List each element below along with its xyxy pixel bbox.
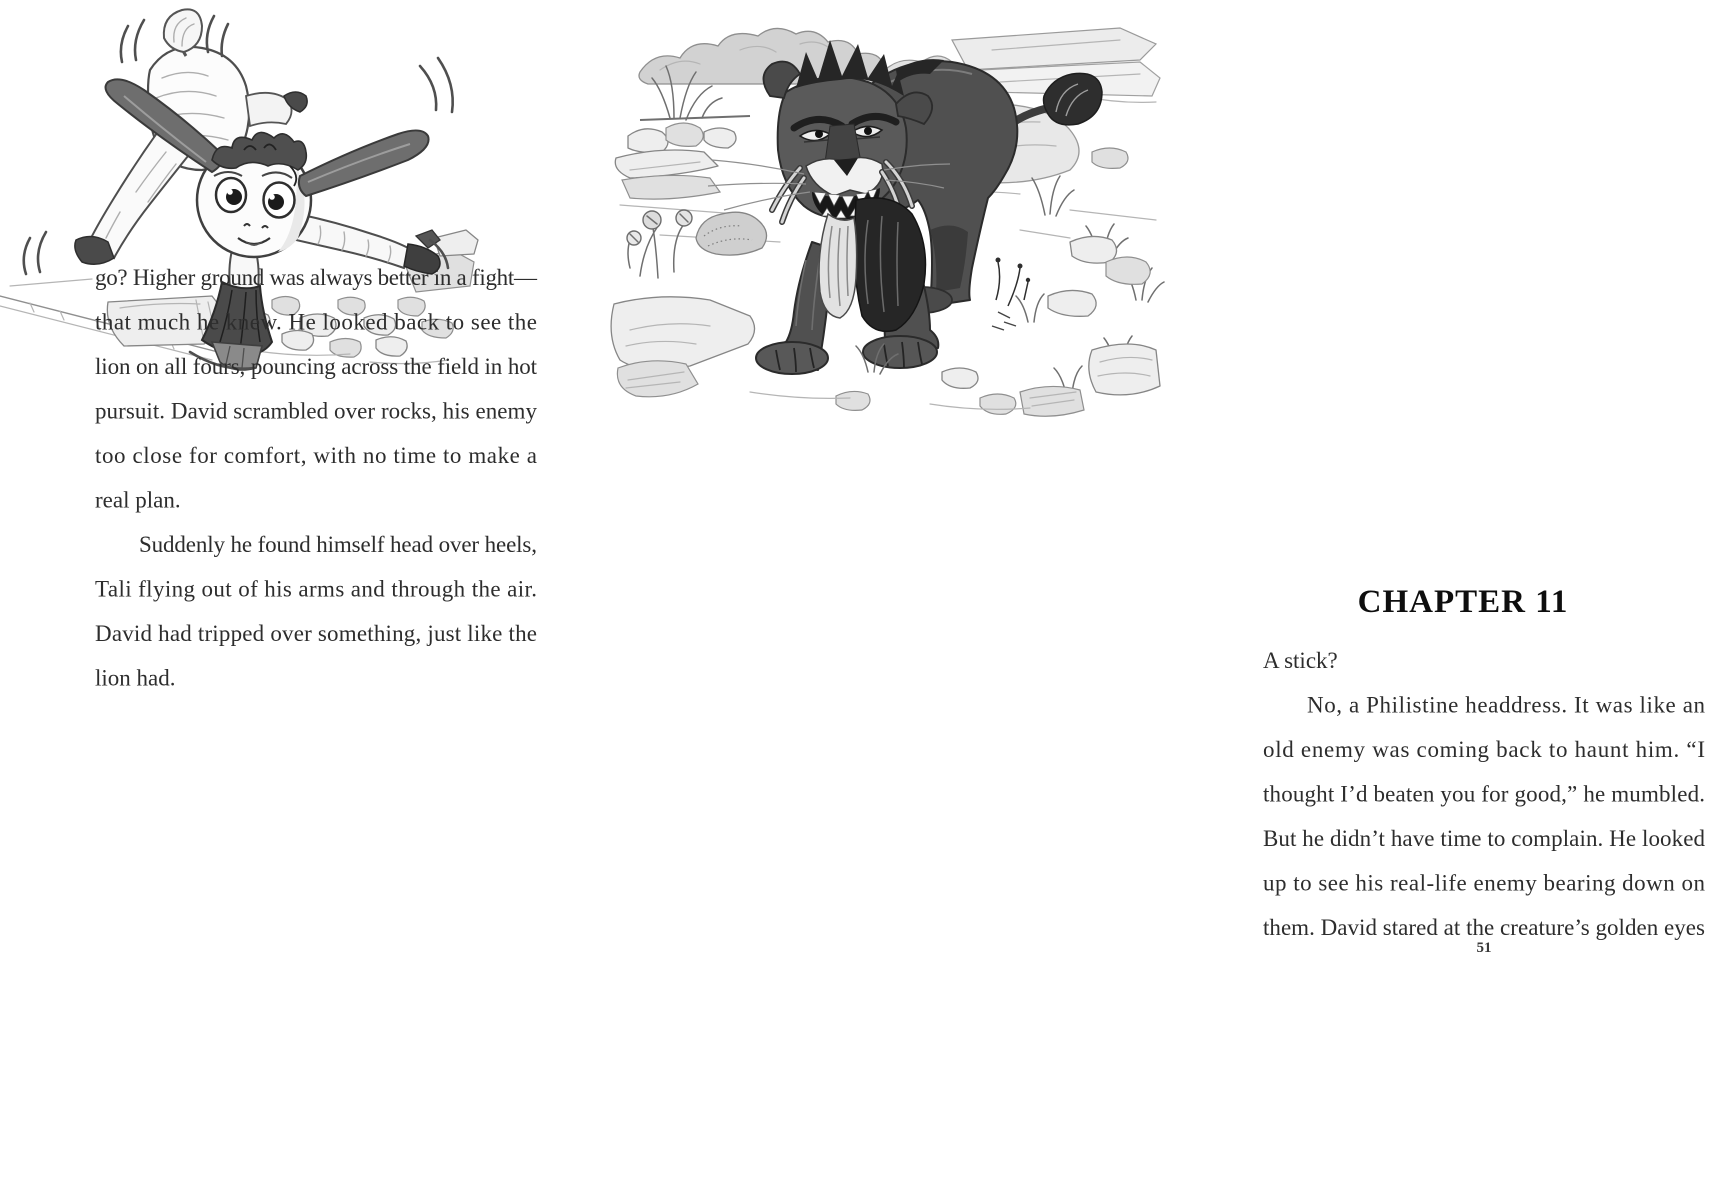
left-plants-and-rocks: [611, 66, 766, 397]
text-line: that much he knew. He looked back to see the: [95, 309, 537, 335]
text-line: old enemy was coming back to haunt him. “I: [1263, 737, 1705, 762]
right-page-text-block: [1263, 635, 1705, 955]
text-line: A stick?: [1263, 648, 1338, 673]
text-line: lion on all fours, pouncing across the field in hot: [95, 354, 537, 379]
text-line: too close for comfort, with no time to make a: [95, 443, 537, 468]
text-line: Tali flying out of his arms and through the air.: [95, 576, 537, 602]
text-line: pursuit. David scrambled over rocks, his enemy: [95, 398, 537, 424]
chapter-heading: CHAPTER 11: [1357, 584, 1569, 620]
text-line: them. David stared at the creature’s golden eyes: [1263, 915, 1705, 940]
text-line: thought I’d beaten you for good,” he mumbled.: [1263, 781, 1705, 807]
text-line: But he didn’t have time to complain. He looked: [1263, 826, 1705, 851]
text-line: Suddenly he found himself head over heels,: [139, 532, 537, 557]
text-line: up to see his real-life enemy bearing down on: [1263, 870, 1705, 896]
text-line: go? Higher ground was always better in a fight—: [95, 265, 537, 290]
text-line: David had tripped over something, just like the: [95, 621, 537, 646]
right-page: [600, 0, 1705, 1200]
text-line: lion had.: [95, 665, 176, 691]
text-line: real plan.: [95, 487, 181, 513]
text-line: No, a Philistine headdress. It was like an: [1307, 692, 1705, 718]
left-page: [0, 0, 600, 1200]
stalking-lion-illustration: [600, 0, 1166, 425]
page-number: 51: [1476, 940, 1492, 956]
left-page-text-block: [95, 252, 537, 704]
